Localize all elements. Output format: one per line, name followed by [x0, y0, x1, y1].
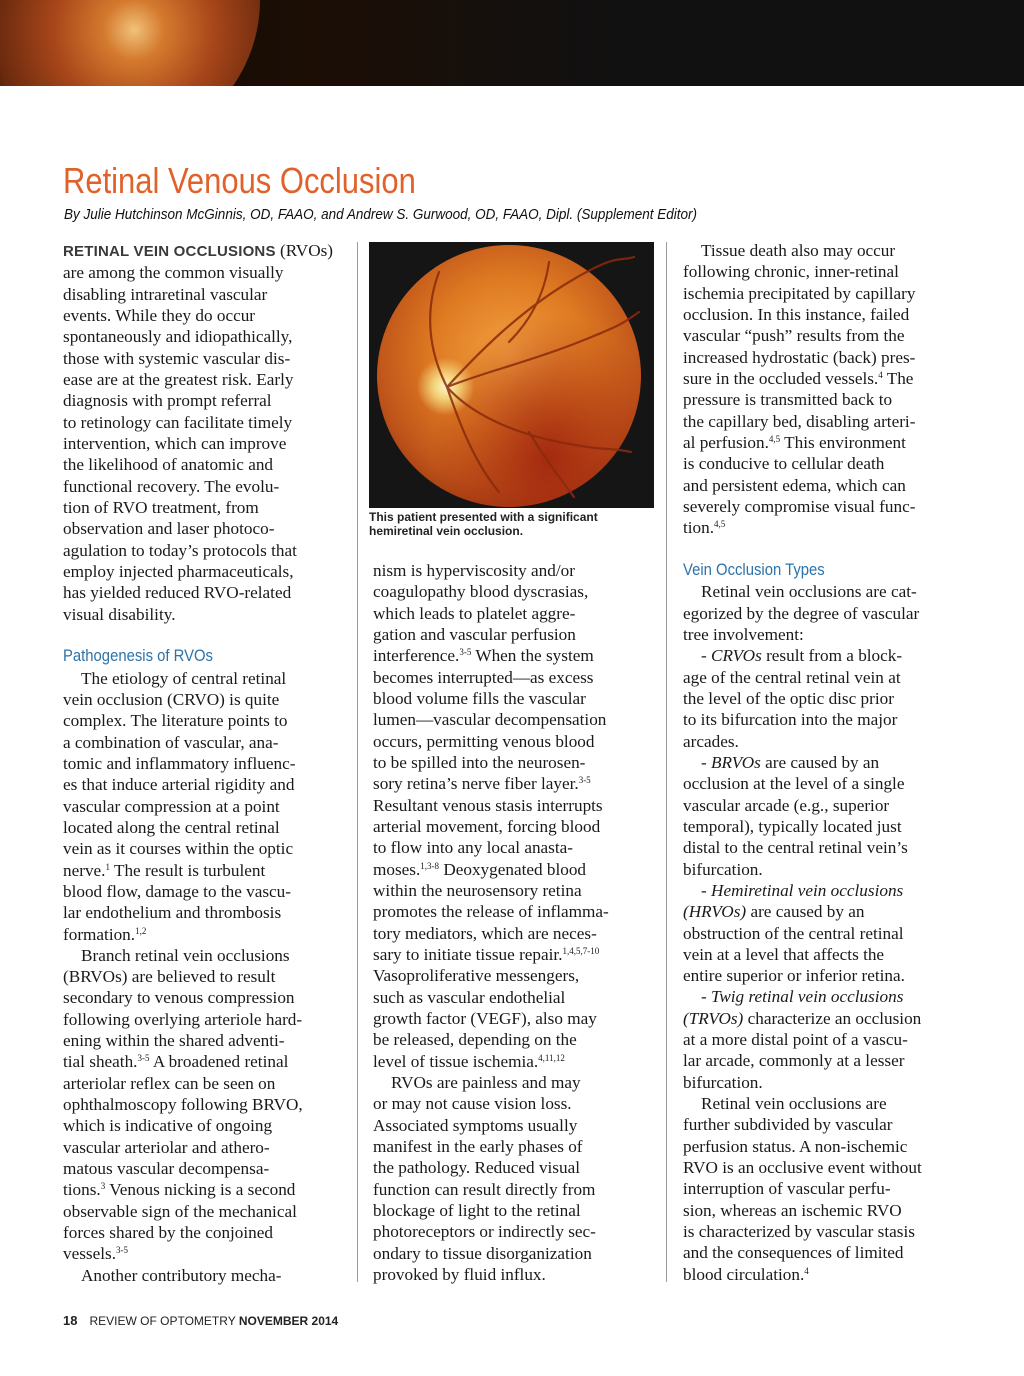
list-item-brvo: - BRVOs are caused by an occlusion at the level of a single vascular arcade (e.g., superior temporal), typically located just distal to the central retinal vein’s bifurcation.: [683, 752, 908, 879]
column-2: [373, 560, 663, 1285]
list-item-trvo: - Twig retinal vein occlusions (TRVOs) characterize an occlusion at a more distal point of a vascu- lar arcade, commonly at a lesser bifurcation.: [683, 987, 922, 1092]
header-banner: [0, 0, 1024, 86]
publication-name: REVIEW OF OPTOMETRY: [89, 1314, 236, 1328]
byline: By Julie Hutchinson McGinnis, OD, FAAO, and Andrew S. Gurwood, OD, FAAO, Dipl. (Supplement Editor): [64, 206, 697, 223]
banner-fundus-image: [0, 0, 260, 86]
page-number: 18: [63, 1313, 78, 1328]
list-item-hrvo: - Hemiretinal vein occlusions (HRVOs) are caused by an obstruction of the central retinal vein at a level that affects the entire superior or inferior retina.: [683, 880, 905, 986]
paragraph-perfusion-status: Retinal vein occlusions are further subdivided by vascular perfusion status. A non-ischemic RVO is an occlusive event without interruption of vascular perfu- sion, whereas an ischemic RVO is characterized by vascular stasis and the consequences of limited blood circulation.$^4$: [683, 1094, 922, 1284]
issue-date: NOVEMBER 2014: [238, 1314, 339, 1328]
paragraph-tissue-death: Tissue death also may occur following chronic, inner-retinal ischemia precipitated by capillary occlusion. In this instance, failed vascular “push” results from the increased hydrostatic (back) pres- sure in the occluded vessels.$^4$ The pressure is transmitted back to the capillary bed, disabling arteri- al perfusion.$^{4,5}$ This environment is conducive to cellular death and persistent edema, which can severely compromise visual func- tion.$^{4,5}$: [683, 241, 916, 538]
list-item-crvo: - CRVOs result from a block- age of the central retinal vein at the level of the optic disc prior to its bifurcation into the major arcades.: [683, 646, 903, 751]
column-rule-left: [357, 242, 358, 1282]
subhead-pathogenesis: Pathogenesis of RVOs: [63, 647, 213, 666]
paragraph-contributory-start: Another contributory mecha-: [81, 1265, 282, 1285]
paragraph-brvo: Branch retinal vein occlusions (BRVOs) are believed to result secondary to venous compression following overlying arteriole hard- ening within the shared adventi- tial sheath.$^{3-5}$ A broadened retinal arteriolar reflex can be seen on ophthalmoscopy following BRVO, which is indicative of ongoing vascular arteriolar and athero- matous vascular decompensa- tions.$^3$ Venous nicking is a second observable sign of the mechanical forces shared by the conjoined vessels.$^{3-5}$: [63, 945, 303, 1264]
paragraph-symptoms: RVOs are painless and may or may not cause vision loss. Associated symptoms usually manifest in the early phases of the pathology. Reduced visual function can result directly from blockage of light to the retinal photoreceptors or indirectly sec- ondary to tissue disorganization provoked by fluid influx.: [373, 1072, 596, 1284]
paragraph-types-intro: Retinal vein occlusions are cat- egorized by the degree of vascular tree involvement:: [683, 582, 920, 644]
lead-in: RETINAL VEIN OCCLUSIONS: [63, 243, 276, 260]
article-title: Retinal Venous Occlusion: [63, 160, 416, 201]
column-3: [683, 240, 973, 1285]
fundus-photo: [369, 242, 654, 508]
intro-paragraph: RETINAL VEIN OCCLUSIONS (RVOs) are among the common visually disabling intraretinal vascular events. While they do occur spontaneously and idiopathically, those with systemic vascular dis- ease are at the greatest risk. Early diagnosis with prompt referral to retinology can facilitate timely intervention, which can improve the likelihood of anatomic and functional recovery. The evolu- tion of RVO treatment, from observation and laser photoco- agulation to today’s protocols that employ injected pharmaceuticals, has yielded reduced RVO-related visual disability.: [63, 241, 334, 624]
column-1: [63, 240, 353, 1286]
paragraph-pathology-cont: nism is hyperviscosity and/or coagulopathy blood dyscrasias, which leads to platelet aggre- gation and vascular perfusion interference.$^{3-5}$ When the system becomes interrupted—as excess blood volume fills the vascular lumen—vascular decompensation occurs, permitting venous blood to be spilled into the neurosen- sory retina’s nerve fiber layer.$^{3-5}$ Resultant venous stasis interrupts arterial movement, forcing blood to flow into any local anasta- moses.$^{1,3-8}$ Deoxygenated blood within the neurosensory retina promotes the release of inflamma- tory mediators, which are neces- sary to initiate tissue repair.$^{1,4,5,7-10}$ Vasoproliferative messengers, such as vascular endothelial growth factor (VEGF), also may be released, depending on the level of tissue ischemia.$^{4,11,12}$: [373, 561, 609, 1071]
paragraph-crvo-etiology: The etiology of central retinal vein occlusion (CRVO) is quite complex. The literature points to a combination of vascular, ana- tomic and inflammatory influenc- es that induce arterial rigidity and vascular compression at a point located along the central retinal vein as it courses within the optic nerve.$^1$ The result is turbulent blood flow, damage to the vascu- lar endothelium and thrombosis formation.$^{1,2}$: [63, 668, 296, 944]
figure-caption: This patient presented with a significant hemiretinal vein occlusion.: [369, 510, 598, 538]
column-rule-right: [666, 242, 667, 1282]
page-footer: [63, 1313, 338, 1328]
subhead-vein-occlusion-types: Vein Occlusion Types: [683, 560, 825, 579]
retinal-vessels: [369, 242, 654, 508]
